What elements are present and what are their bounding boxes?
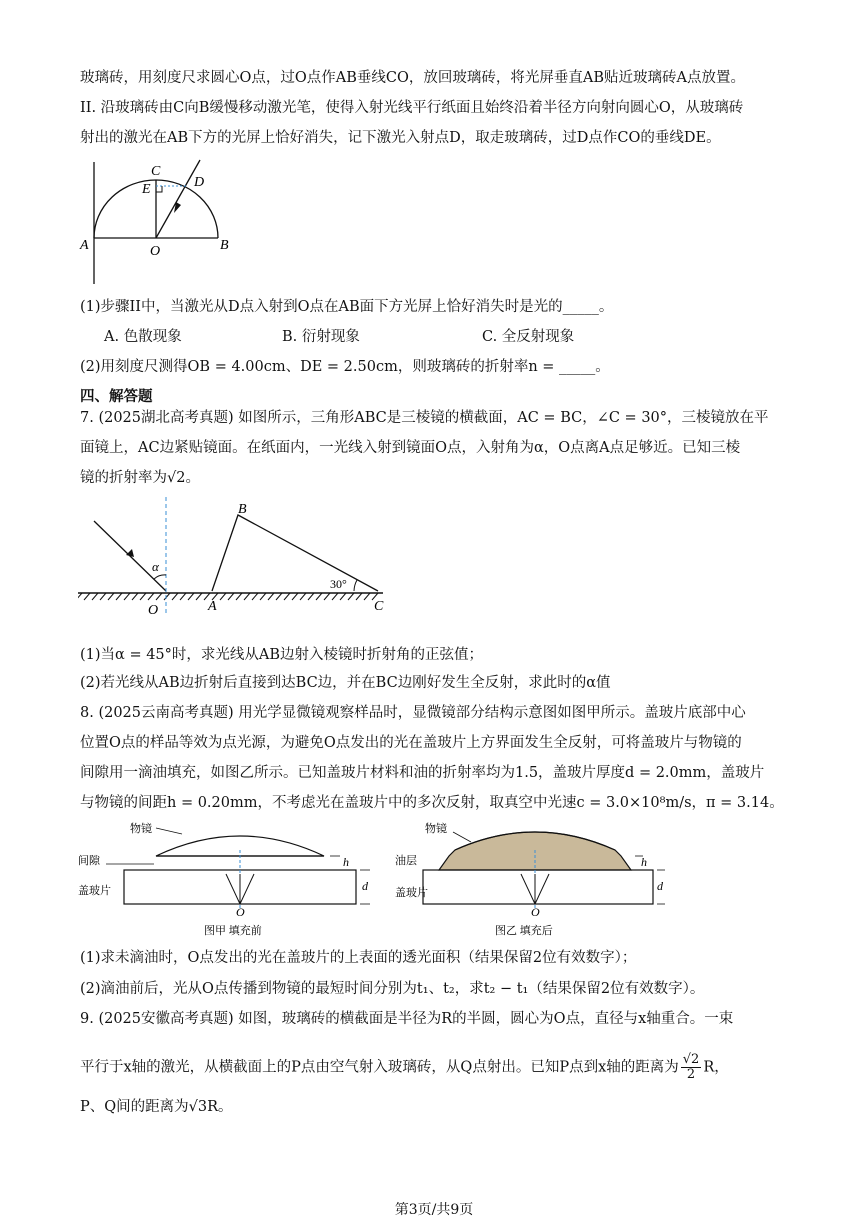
label-h: h: [641, 855, 647, 869]
mirror-hatch: [276, 593, 282, 600]
paragraph-text: R，: [703, 1059, 729, 1076]
paragraph-line: 镜的折射率为√2。: [80, 470, 200, 486]
mirror-hatch: [108, 593, 114, 600]
mirror-hatch: [244, 593, 250, 600]
mirror-hatch: [228, 593, 234, 600]
question-line: (1)步骤II中，当激光从D点入射到O点在AB面下方光屏上恰好消失时是光的_____。: [80, 299, 614, 315]
mirror-hatch: [300, 593, 306, 600]
label-alpha: α: [152, 559, 159, 574]
fraction: [681, 1053, 702, 1082]
label-C: C: [374, 599, 384, 614]
mirror-hatch: [324, 593, 330, 600]
mirror-hatch: [356, 593, 362, 600]
mirror-hatch: [348, 593, 354, 600]
mirror-hatch: [364, 593, 370, 600]
prism-figure: [78, 495, 398, 620]
label-C: C: [151, 164, 161, 179]
mirror-hatch: [124, 593, 130, 600]
paragraph-line: 位置O点的样品等效为点光源，为避免O点发出的光在盖玻片上方界面发生全反射，可将盖玻片与物镜的: [80, 735, 742, 751]
option-c: C. 全反射现象: [482, 329, 575, 345]
question-line: (2)用刻度尺测得OB = 4.00cm、DE = 2.50cm，则玻璃砖的折射率n = _____。: [80, 359, 610, 375]
paragraph-line: 玻璃砖，用刻度尺求圆心O点，过O点作AB垂线CO，放回玻璃砖，将光屏垂直AB贴近玻璃砖A点放置。: [80, 70, 745, 86]
label-d: d: [657, 879, 663, 893]
mirror-hatch: [78, 593, 82, 600]
label-30deg: 30°: [330, 577, 347, 591]
mirror-hatch: [92, 593, 98, 600]
mirror-hatch: [188, 593, 194, 600]
semicircle-figure: [78, 152, 238, 292]
mirror-hatch: [84, 593, 90, 600]
paragraph-line: 间隙用一滴油填充，如图乙所示。已知盖玻片材料和油的折射率均为1.5，盖玻片厚度d = 2.0mm，盖玻片: [80, 765, 765, 781]
label-gap: 间隙: [78, 855, 100, 867]
mirror-hatch: [140, 593, 146, 600]
question-line: (1)求未滴油时，O点发出的光在盖玻片的上表面的透光面积（结果保留2位有效数字）；: [80, 950, 637, 966]
label-coverslip: 盖玻片: [395, 887, 428, 899]
label-O: O: [236, 905, 245, 919]
mirror-hatch: [236, 593, 242, 600]
paragraph-line: 与物镜的间距h = 0.20mm，不考虑光在盖玻片中的多次反射，取真空中光速c = 3.0×10⁸m/s，π = 3.14。: [80, 795, 784, 811]
paragraph-line: 面镜上，AC边紧贴镜面。在纸面内，一光线入射到镜面O点，入射角为α，O点离A点足够近。已知三棱: [80, 440, 741, 456]
paragraph-line: [80, 1053, 729, 1082]
option-a: A. 色散现象: [104, 329, 182, 345]
label-O: O: [531, 905, 540, 919]
label-O: O: [148, 603, 159, 618]
label-objective: 物镜: [425, 823, 447, 835]
mirror-hatch: [332, 593, 338, 600]
label-D: D: [194, 175, 205, 190]
mirror-hatch: [260, 593, 266, 600]
question-line: (2)滴油前后，光从O点传播到物镜的最短时间分别为t₁、t₂，求t₂ − t₁（结果保留2位有效数字）。: [80, 981, 705, 997]
mirror-hatch: [316, 593, 322, 600]
fraction-numerator: √2: [682, 1052, 700, 1067]
paragraph-line: 射出的激光在AB下方的光屏上恰好消失，记下激光入射点D，取走玻璃砖，过D点作CO的垂线DE。: [80, 130, 721, 146]
caption-after: 图乙 填充后: [495, 925, 553, 937]
paragraph-line: 8. (2025云南高考真题) 用光学显微镜观察样品时，显微镜部分结构示意图如图甲所示。盖玻片底部中心: [80, 705, 746, 721]
mirror-hatch: [268, 593, 274, 600]
paragraph-line: 9. (2025安徽高考真题) 如图，玻璃砖的横截面是半径为R的半圆，圆心为O点，直径与x轴重合。一束: [80, 1011, 734, 1027]
microscope-before-figure: [78, 820, 378, 940]
mirror-hatch: [156, 593, 162, 600]
paragraph-line: P、Q间的距离为√3R。: [80, 1099, 233, 1115]
mirror-hatch: [180, 593, 186, 600]
mirror-hatch: [308, 593, 314, 600]
mirror-hatch: [100, 593, 106, 600]
mirror-hatch: [164, 593, 170, 600]
mirror-hatch: [340, 593, 346, 600]
label-A: A: [80, 238, 89, 253]
mirror-hatch: [172, 593, 178, 600]
question-line: (2)若光线从AB边折射后直接到达BC边，并在BC边刚好发生全反射，求此时的α值: [80, 675, 611, 691]
mirror-hatch: [284, 593, 290, 600]
mirror-hatch: [116, 593, 122, 600]
caption-before: 图甲 填充前: [204, 925, 262, 937]
fraction-denominator: 2: [686, 1067, 696, 1082]
page-footer: 第3页/共9页: [394, 1202, 474, 1218]
label-B: B: [238, 502, 247, 517]
label-coverslip: 盖玻片: [78, 885, 111, 897]
mirror-hatch: [132, 593, 138, 600]
mirror-hatch: [252, 593, 258, 600]
label-oil: 油层: [395, 855, 417, 867]
label-objective: 物镜: [130, 823, 152, 835]
label-A: A: [208, 599, 217, 614]
option-b: B. 衍射现象: [282, 329, 360, 345]
section-heading: 四、解答题: [80, 388, 153, 405]
paragraph-line: II. 沿玻璃砖由C向B缓慢移动激光笔，使得入射光线平行纸面且始终沿着半径方向射向圆心O，从玻璃砖: [80, 100, 744, 116]
label-d: d: [362, 879, 368, 893]
label-B: B: [220, 238, 229, 253]
microscope-after-figure: [395, 820, 685, 940]
mirror-hatch: [220, 593, 226, 600]
mirror-hatch: [292, 593, 298, 600]
label-h: h: [343, 855, 349, 869]
question-line: (1)当α = 45°时，求光线从AB边射入棱镜时折射角的正弦值；: [80, 647, 484, 663]
label-E: E: [142, 182, 151, 197]
label-O: O: [150, 244, 161, 259]
paragraph-text: 平行于x轴的激光，从横截面上的P点由空气射入玻璃砖，从Q点射出。已知P点到x轴的距离为: [80, 1059, 679, 1076]
paragraph-line: 7. (2025湖北高考真题) 如图所示，三角形ABC是三棱镜的横截面，AC = BC，∠C = 30°，三棱镜放在平: [80, 410, 769, 426]
mirror-hatch: [196, 593, 202, 600]
mirror-hatch: [148, 593, 154, 600]
